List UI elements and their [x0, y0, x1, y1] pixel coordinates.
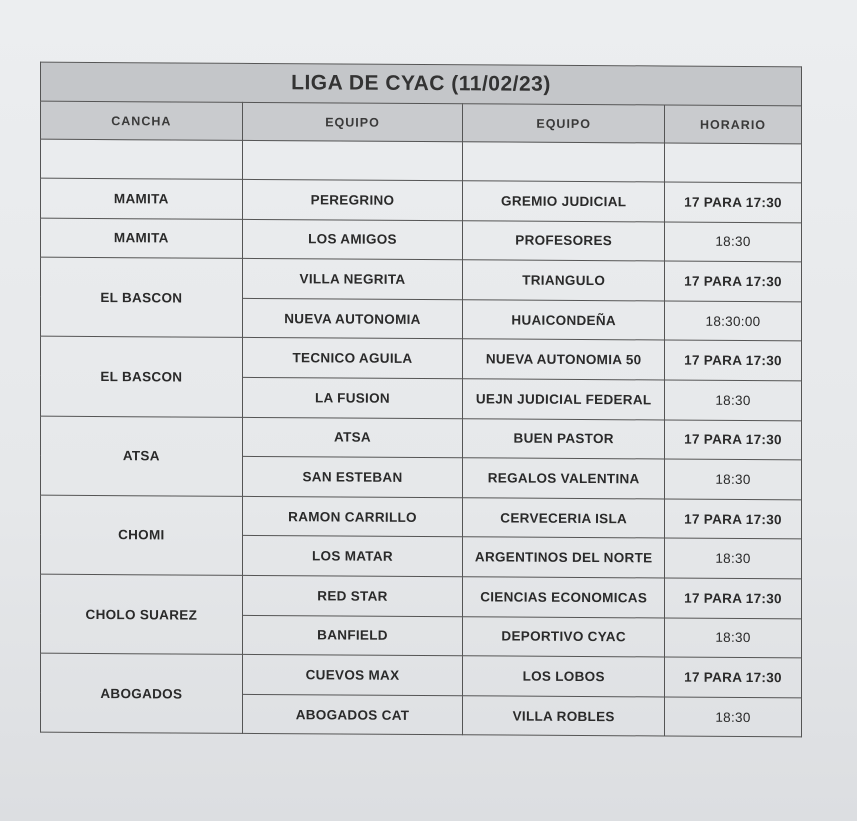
team2-cell: CIENCIAS ECONOMICAS	[463, 577, 665, 618]
header-equipo-2: EQUIPO	[463, 104, 665, 143]
team2-cell: BUEN PASTOR	[463, 418, 665, 459]
table-row	[41, 218, 802, 262]
team1-cell: LA FUSION	[242, 377, 463, 418]
team2-cell: UEJN JUDICIAL FEDERAL	[463, 379, 665, 420]
team2-cell: ARGENTINOS DEL NORTE	[463, 537, 665, 578]
horario-cell: 18:30	[665, 459, 802, 499]
team2-cell: LOS LOBOS	[463, 656, 665, 697]
table-row	[41, 257, 802, 301]
blank-row	[41, 139, 802, 183]
team1-cell: PEREGRINO	[242, 179, 463, 220]
team2-cell: CERVECERIA ISLA	[463, 498, 665, 539]
team2-cell: GREMIO JUDICIAL	[463, 181, 665, 222]
header-equipo-1: EQUIPO	[242, 102, 463, 141]
horario-cell: 17 PARA 17:30	[665, 657, 802, 697]
horario-cell: 17 PARA 17:30	[665, 499, 802, 539]
team2-cell: PROFESORES	[463, 220, 665, 261]
schedule-table	[40, 62, 802, 738]
horario-cell: 17 PARA 17:30	[665, 261, 802, 301]
team1-cell: TECNICO AGUILA	[242, 338, 463, 379]
team2-cell: VILLA ROBLES	[463, 695, 665, 736]
team1-cell: LOS MATAR	[242, 536, 463, 577]
team1-cell: VILLA NEGRITA	[242, 259, 463, 300]
table-row	[41, 337, 802, 381]
header-horario: HORARIO	[665, 105, 802, 144]
cancha-cell: EL BASCON	[41, 257, 243, 337]
horario-cell: 18:30	[665, 380, 802, 420]
horario-cell: 17 PARA 17:30	[665, 182, 802, 222]
table-row	[41, 495, 802, 539]
horario-cell: 18:30:00	[665, 301, 802, 341]
team1-cell: NUEVA AUTONOMIA	[242, 298, 463, 339]
horario-cell: 18:30	[665, 697, 802, 737]
table-row	[41, 653, 802, 697]
horario-cell: 17 PARA 17:30	[665, 340, 802, 380]
horario-cell: 18:30	[665, 618, 802, 658]
team1-cell: CUEVOS MAX	[242, 655, 463, 696]
cancha-cell: CHOMI	[41, 495, 243, 575]
horario-cell: 18:30	[665, 538, 802, 578]
table-row	[41, 416, 802, 460]
cancha-cell: EL BASCON	[41, 337, 243, 417]
horario-cell: 18:30	[665, 222, 802, 262]
table-title: LIGA DE CYAC (11/02/23)	[41, 62, 802, 106]
schedule-sheet	[40, 62, 802, 738]
cancha-cell: MAMITA	[41, 218, 243, 259]
team1-cell: RED STAR	[242, 575, 463, 616]
horario-cell: 17 PARA 17:30	[665, 420, 802, 460]
table-row	[41, 178, 802, 222]
team1-cell: RAMON CARRILLO	[242, 496, 463, 537]
team2-cell: DEPORTIVO CYAC	[463, 616, 665, 657]
header-cancha: CANCHA	[41, 101, 243, 140]
cancha-cell: ABOGADOS	[41, 653, 243, 733]
horario-cell: 17 PARA 17:30	[665, 578, 802, 618]
cancha-cell: ATSA	[41, 416, 243, 496]
team1-cell: BANFIELD	[242, 615, 463, 656]
team1-cell: LOS AMIGOS	[242, 219, 463, 260]
team1-cell: SAN ESTEBAN	[242, 457, 463, 498]
table-row	[41, 574, 802, 618]
cancha-cell: CHOLO SUAREZ	[41, 574, 243, 654]
team2-cell: TRIANGULO	[463, 260, 665, 301]
team1-cell: ABOGADOS CAT	[242, 694, 463, 735]
team1-cell: ATSA	[242, 417, 463, 458]
team2-cell: REGALOS VALENTINA	[463, 458, 665, 499]
team2-cell: HUAICONDEÑA	[463, 300, 665, 341]
cancha-cell: MAMITA	[41, 178, 243, 219]
team2-cell: NUEVA AUTONOMIA 50	[463, 339, 665, 380]
